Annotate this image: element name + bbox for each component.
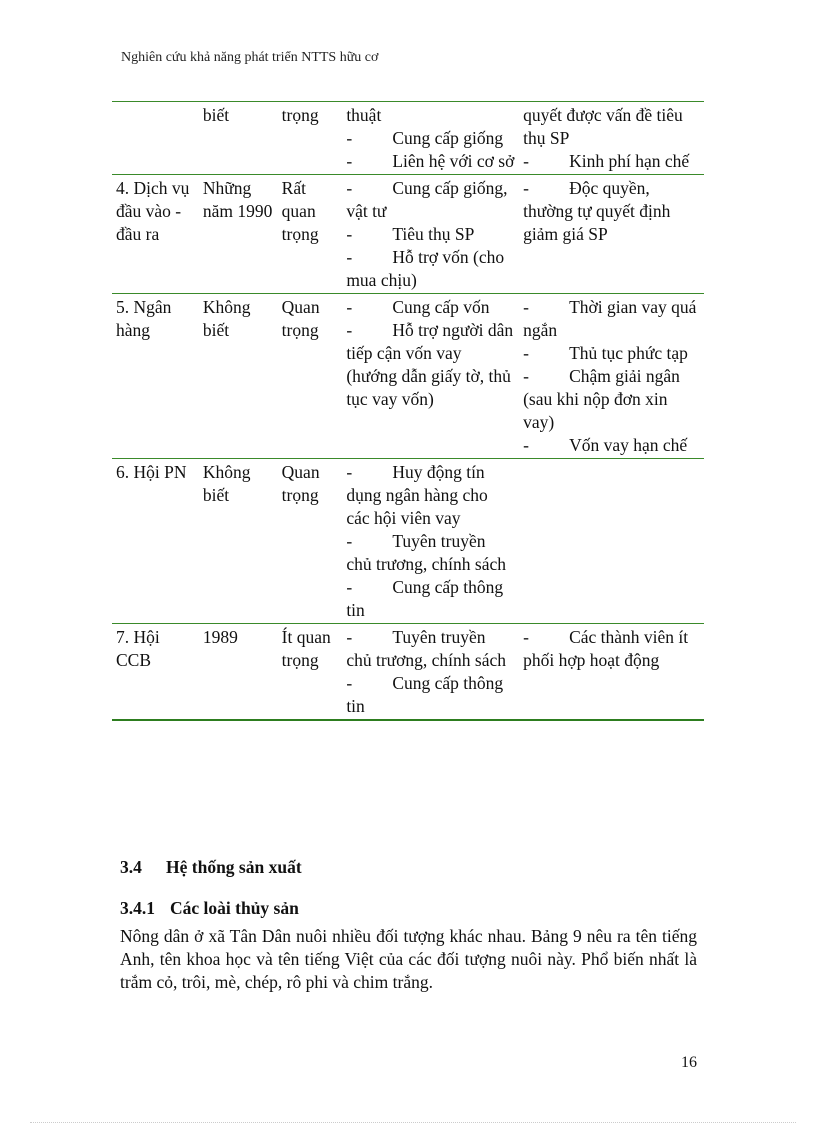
- cell-organization: 4. Dịch vụ đầu vào - đầu ra: [112, 175, 199, 294]
- bullet-text: Huy động tín dụng ngân hàng cho các hội viên vay: [346, 462, 488, 528]
- cell-year: Những năm 1990: [199, 175, 278, 294]
- bullet-item: [346, 672, 515, 718]
- bullet-dash: -: [523, 366, 529, 386]
- bullet-item: [523, 296, 700, 342]
- bullet-dash: -: [346, 462, 353, 482]
- bullet-dash: -: [346, 627, 353, 647]
- bullet-item: [346, 127, 515, 150]
- bullet-text: Cung cấp thông tin: [346, 673, 504, 716]
- bullet-item: [523, 150, 700, 173]
- section-title: Hệ thống sản xuất: [166, 857, 302, 877]
- cell-support-activities: [342, 624, 519, 721]
- bullet-text: Độc quyền, thường tự quyết định giảm giá SP: [523, 178, 671, 244]
- table-row: [112, 294, 704, 459]
- cell-importance: Rất quan trọng: [278, 175, 343, 294]
- section-number: 3.4.1: [120, 898, 155, 918]
- cell-support-activities: [342, 175, 519, 294]
- bullet-text: Tuyên truyền chủ trương, chính sách: [346, 627, 506, 670]
- bullet-text: Tiêu thụ SP: [392, 224, 475, 244]
- bullet-text: Kinh phí hạn chế: [569, 151, 690, 171]
- section-3-4-1-heading: [120, 898, 299, 919]
- cell-continuation-text: quyết được vấn đề tiêu thụ SP: [523, 105, 683, 148]
- bullet-item: [523, 177, 700, 246]
- bullet-text: Thủ tục phức tạp: [569, 343, 688, 363]
- bullet-dash: -: [346, 128, 353, 148]
- bullet-dash: -: [523, 343, 529, 363]
- bullet-dash: -: [346, 531, 353, 551]
- bullet-item: [346, 177, 515, 223]
- cell-limitations: [519, 102, 704, 175]
- cell-limitations: [519, 175, 704, 294]
- section-title: Các loài thủy sản: [170, 898, 299, 918]
- table-row: [112, 459, 704, 624]
- bullet-item: [346, 223, 515, 246]
- cell-importance: Quan trọng: [278, 294, 343, 459]
- bullet-item: [523, 626, 700, 672]
- bullet-dash: -: [346, 297, 353, 317]
- bullet-dash: -: [523, 178, 529, 198]
- bullet-dash: -: [346, 320, 353, 340]
- cell-organization: 6. Hội PN: [112, 459, 199, 624]
- cell-year: biết: [199, 102, 278, 175]
- body-paragraph: Nông dân ở xã Tân Dân nuôi nhiều đối tượng khác nhau. Bảng 9 nêu ra tên tiếng Anh, tên khoa học và tên tiếng Việt của các đối tượng nuôi này. Phổ biến nhất là trắm cỏ, trôi, mè, chép, rô phi và chim trắng.: [120, 926, 697, 992]
- cell-organization: 7. Hội CCB: [112, 624, 199, 721]
- bullet-text: Hỗ trợ người dân tiếp cận vốn vay (hướng dẫn giấy tờ, thủ tục vay vốn): [346, 320, 514, 409]
- cell-continuation-text: thuật: [346, 105, 382, 125]
- bullet-text: Cung cấp thông tin: [346, 577, 504, 620]
- table-row: [112, 624, 704, 721]
- running-header: Nghiên cứu khả năng phát triển NTTS hữu cơ: [121, 50, 379, 65]
- cell-importance: Ít quan trọng: [278, 624, 343, 721]
- cell-support-activities: [342, 294, 519, 459]
- table-row: [112, 175, 704, 294]
- bullet-item: [523, 365, 700, 434]
- bullet-dash: -: [346, 178, 353, 198]
- cell-limitations: [519, 294, 704, 459]
- cell-limitations: [519, 624, 704, 721]
- bullet-text: Các thành viên ít phối hợp hoạt động: [523, 627, 689, 670]
- bullet-text: Cung cấp vốn: [392, 297, 490, 317]
- bullet-item: [346, 319, 515, 411]
- bullet-item: [523, 434, 700, 457]
- bullet-dash: -: [523, 151, 529, 171]
- bullet-item: [346, 626, 515, 672]
- cell-importance: Quan trọng: [278, 459, 343, 624]
- bullet-item: [346, 246, 515, 292]
- bullet-text: Vốn vay hạn chế: [569, 435, 688, 455]
- cell-year: Không biết: [199, 294, 278, 459]
- bullet-dash: -: [346, 673, 353, 693]
- table-body: [112, 102, 704, 721]
- cell-year: Không biết: [199, 459, 278, 624]
- bullet-item: [346, 530, 515, 576]
- cell-importance: trọng: [278, 102, 343, 175]
- section-number: 3.4: [120, 857, 142, 877]
- bullet-item: [346, 150, 515, 173]
- bullet-text: Liên hệ với cơ sở: [392, 151, 515, 171]
- bullet-text: Cung cấp giống: [392, 128, 504, 148]
- section-3-4-heading: [120, 857, 302, 878]
- bullet-item: [346, 576, 515, 622]
- bullet-item: [523, 342, 700, 365]
- bullet-text: Hỗ trợ vốn (cho mua chịu): [346, 247, 505, 290]
- cell-year: 1989: [199, 624, 278, 721]
- bullet-item: [346, 461, 515, 530]
- cell-support-activities: [342, 102, 519, 175]
- bullet-dash: -: [346, 247, 353, 267]
- bullet-text: Tuyên truyền chủ trương, chính sách: [346, 531, 506, 574]
- bullet-dash: -: [346, 151, 353, 171]
- cell-organization: [112, 102, 199, 175]
- cell-support-activities: [342, 459, 519, 624]
- institution-table: [112, 101, 704, 721]
- bullet-dash: -: [523, 435, 529, 455]
- page-number: 16: [681, 1054, 697, 1071]
- bullet-dash: -: [346, 224, 353, 244]
- bullet-dash: -: [346, 577, 353, 597]
- bullet-text: Thời gian vay quá ngắn: [523, 297, 697, 340]
- table-row: [112, 102, 704, 175]
- bullet-text: Chậm giải ngân (sau khi nộp đơn xin vay): [523, 366, 680, 432]
- cell-organization: 5. Ngân hàng: [112, 294, 199, 459]
- bullet-item: [346, 296, 515, 319]
- cell-limitations: [519, 459, 704, 624]
- bullet-dash: -: [523, 627, 529, 647]
- bullet-dash: -: [523, 297, 529, 317]
- bullet-text: Cung cấp giống, vật tư: [346, 178, 508, 221]
